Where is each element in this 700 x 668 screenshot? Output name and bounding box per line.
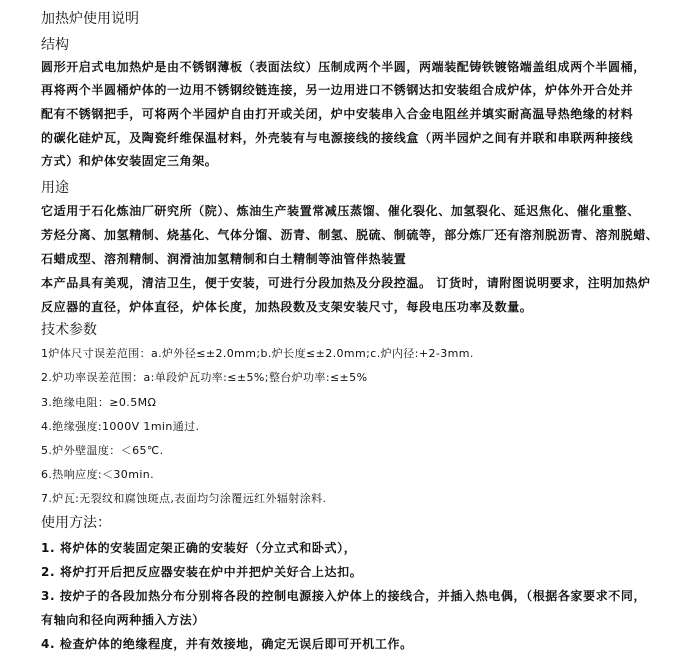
usage-line: 芳烃分离、加氢精制、烧基化、气体分馏、沥青、制氢、脱硫、制硫等，部分炼厂还有溶剂脱沥青、溶剂脱蜡、 [41,228,659,242]
page-title: 加热炉使用说明 [41,11,139,27]
usage-line: 石蜡成型、溶剂精制、润滑油加氢精制和白土精制等油管伴热装置 [41,252,407,266]
method-line: 3. 按炉子的各段加热分布分别将各段的控制电源接入炉体上的接线合，并插入热电偶，（根据各家要求不同， [41,589,647,603]
spec-line: 3.绝缘电阻：≥0.5MΩ [41,396,157,409]
structure-heading: 结构 [41,37,69,53]
structure-line: 再将两个半圆桶炉体的一边用不锈钢绞链连接，另一边用进口不锈钢达扣安装组合成炉体，炉体外开合处并 [41,83,634,97]
spec-line: 7.炉瓦:无裂纹和腐蚀斑点,表面均匀涂覆远红外辐射涂料. [41,492,327,505]
usage-line: 本产品具有美观，清洁卫生，便于安装，可进行分段加热及分段控温。 订货时，请附图说明要求，注明加热炉 [41,276,651,290]
structure-line: 圆形开启式电加热炉是由不锈钢薄板（表面法纹）压制成两个半圆，两端装配铸铁镀铬端盖组成两个半圆桶， [41,60,646,74]
structure-line: 配有不锈钢把手，可将两个半园炉自由打开或关闭，炉中安装串入合金电阻丝并填实耐高温导热绝缘的材料 [41,107,634,121]
specs-heading: 技术参数 [41,322,97,338]
spec-line: 5.炉外壁温度：＜65℃. [41,444,164,457]
usage-heading: 用途 [41,180,69,196]
spec-line: 6.热响应度:＜30min. [41,468,155,481]
structure-line: 方式）和炉体安装固定三角架。 [41,154,218,168]
usage-line: 反应器的直径，炉体直径，炉体长度，加热段数及支架安装尺寸，每段电压功率及数量。 [41,300,533,314]
method-line: 2. 将炉打开后把反应器安装在炉中并把炉关好合上达扣。 [41,565,363,579]
method-heading: 使用方法： [41,515,111,531]
spec-line: 4.绝缘强度:1000V 1min通过. [41,420,200,433]
spec-line: 2.炉功率误差范围：a:单段炉瓦功率:≤±5%;整台炉功率:≤±5% [41,371,368,384]
spec-line: 1炉体尺寸误差范围：a.炉外径≤±2.0mm;b.炉长度≤±2.0mm;c.炉内径:+2-3mm. [41,347,474,360]
method-line: 4. 检查炉体的绝缘程度，并有效接地，确定无误后即可开机工作。 [41,637,413,651]
usage-line: 它适用于石化炼油厂研究所（院）、炼油生产装置常减压蒸馏、催化裂化、加氢裂化、延迟焦化、催化重整、 [41,204,640,218]
structure-line: 的碳化硅炉瓦，及陶瓷纤维保温材料，外壳装有与电源接线的接线盒（两半园炉之间有并联和串联两种接线 [41,131,634,145]
method-line: 1. 将炉体的安装固定架正确的安装好（分立式和卧式）， [41,541,357,555]
method-line: 有轴向和径向两种插入方法） [41,613,205,627]
